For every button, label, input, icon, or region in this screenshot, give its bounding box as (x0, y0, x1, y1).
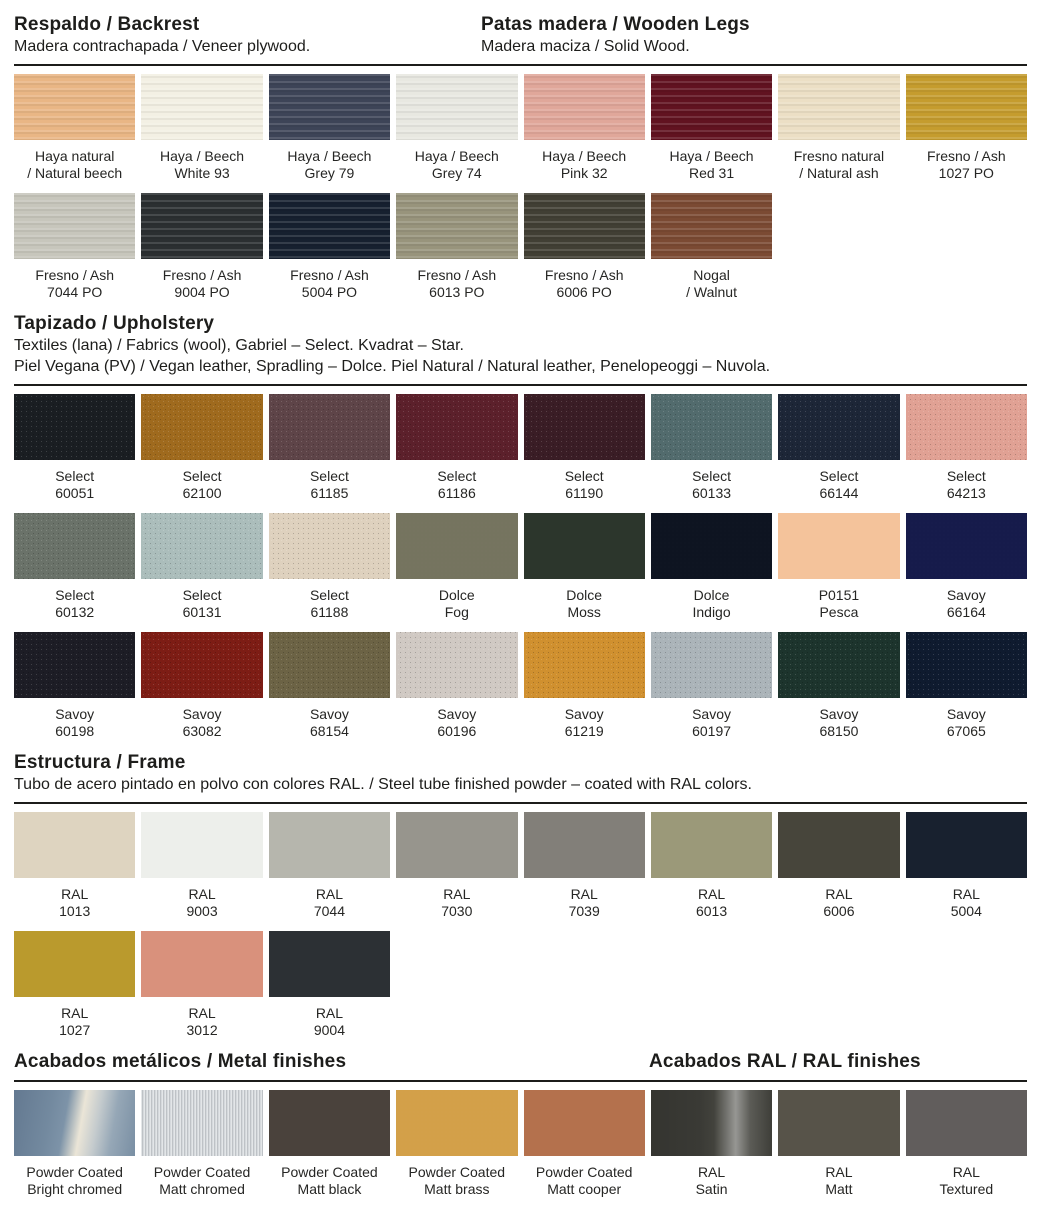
swatch-cell (396, 632, 517, 740)
swatch-label: Dolce Moss (566, 587, 603, 620)
swatch-label: Powder Coated Matt brass (408, 1164, 506, 1197)
swatch-label: RAL Satin (695, 1164, 728, 1197)
material-swatch (778, 632, 899, 698)
swatch-cell (906, 1090, 1027, 1198)
swatch-label: Fresno / Ash 7044 PO (35, 267, 114, 300)
swatch-label: Dolce Fog (438, 587, 475, 620)
swatch-label: Select 61186 (437, 468, 477, 501)
material-swatch (524, 394, 645, 460)
material-swatch (651, 394, 772, 460)
material-swatch (141, 931, 262, 997)
swatch-cell (906, 812, 1027, 920)
swatch-label: Savoy 67065 (946, 706, 986, 739)
swatch-label: Select 61188 (309, 587, 349, 620)
swatch-cell (651, 394, 772, 502)
swatch-label: Fresno natural / Natural ash (793, 148, 885, 181)
swatch-cell (269, 193, 390, 301)
swatch-label: Savoy 60198 (55, 706, 95, 739)
swatch-cell (906, 394, 1027, 502)
swatch-label: Savoy 60196 (437, 706, 477, 739)
material-swatch (14, 394, 135, 460)
material-swatch (906, 1090, 1027, 1156)
material-swatch (778, 394, 899, 460)
swatch-cell (141, 394, 262, 502)
swatch-cell (269, 513, 390, 621)
material-swatch (269, 193, 390, 259)
material-swatch (651, 812, 772, 878)
swatch-label: Haya / Beech White 93 (160, 148, 245, 181)
swatch-label: RAL 5004 (950, 886, 982, 919)
material-swatch (778, 1090, 899, 1156)
divider (14, 64, 1027, 66)
material-swatch (269, 74, 390, 140)
swatch-cell (524, 394, 645, 502)
swatch-label: RAL 1013 (59, 886, 91, 919)
swatch-label: Select 66144 (819, 468, 859, 501)
material-swatch (141, 74, 262, 140)
swatch-cell (141, 193, 262, 301)
swatch-label: Powder Coated Matt black (281, 1164, 378, 1197)
material-swatch (396, 632, 517, 698)
swatch-label: Haya / Beech Grey 79 (287, 148, 372, 181)
section-subtitle: Tubo de acero pintado en polvo con colores RAL. / Steel tube finished powder – coated with RAL colors. (14, 776, 752, 793)
swatch-label: Fresno / Ash 5004 PO (290, 267, 369, 300)
swatch-cell (269, 812, 390, 920)
swatch-label: P0151 Pesca (818, 587, 860, 620)
material-swatch (396, 1090, 517, 1156)
section-subtitle: Textiles (lana) / Fabrics (wool), Gabriel – Select. Kvadrat – Star. (14, 337, 464, 354)
section-subtitle: Madera contrachapada / Veneer plywood. (14, 38, 311, 55)
swatch-label: Select 61185 (309, 468, 349, 501)
material-swatch (269, 812, 390, 878)
material-swatch (524, 74, 645, 140)
swatch-cell (396, 513, 517, 621)
swatch-label: Fresno / Ash 9004 PO (162, 267, 242, 300)
section-title: Estructura / Frame (14, 752, 186, 773)
swatch-grid-wood-row2 (14, 193, 1027, 301)
material-swatch (269, 931, 390, 997)
material-swatch (906, 394, 1027, 460)
swatch-cell (524, 812, 645, 920)
material-swatch (141, 394, 262, 460)
swatch-cell (778, 513, 899, 621)
swatch-label: Savoy 63082 (182, 706, 222, 739)
swatch-cell (269, 74, 390, 182)
material-swatch (906, 74, 1027, 140)
material-swatch (14, 931, 135, 997)
material-swatch (141, 1090, 262, 1156)
swatch-cell (524, 193, 645, 301)
material-swatch (14, 1090, 135, 1156)
swatch-cell (141, 1090, 262, 1198)
material-swatch (14, 513, 135, 579)
swatch-cell (396, 74, 517, 182)
swatch-cell (651, 513, 772, 621)
swatch-label: Savoy 60197 (692, 706, 732, 739)
swatch-label: Powder Coated Bright chromed (26, 1164, 123, 1197)
swatch-cell (778, 394, 899, 502)
swatch-label: Powder Coated Matt chromed (153, 1164, 251, 1197)
section-header-upholstery (14, 312, 1027, 377)
swatch-cell (906, 632, 1027, 740)
swatch-cell (141, 74, 262, 182)
swatch-cell (651, 74, 772, 182)
swatch-label: Savoy 61219 (564, 706, 604, 739)
swatch-cell (14, 513, 135, 621)
swatch-cell (14, 812, 135, 920)
material-swatch (269, 632, 390, 698)
section-header-frame (14, 751, 1027, 795)
swatch-cell (14, 74, 135, 182)
material-swatch (651, 1090, 772, 1156)
swatch-label: Savoy 68154 (309, 706, 349, 739)
material-swatch (141, 193, 262, 259)
swatch-label: RAL 1027 (59, 1005, 91, 1038)
swatch-cell (396, 1090, 517, 1198)
material-swatch (269, 1090, 390, 1156)
swatch-label: Fresno / Ash 6013 PO (417, 267, 497, 300)
material-swatch (396, 513, 517, 579)
material-swatch (396, 193, 517, 259)
swatch-label: Fresno / Ash 6006 PO (544, 267, 624, 300)
swatch-cell (778, 74, 899, 182)
material-swatch (651, 632, 772, 698)
swatch-label: RAL 9003 (186, 886, 218, 919)
swatch-label: Select 60133 (692, 468, 732, 501)
material-swatch (778, 513, 899, 579)
swatch-cell (524, 513, 645, 621)
section-subtitle: Madera maciza / Solid Wood. (481, 38, 690, 55)
header-ral-finishes (649, 1050, 921, 1073)
swatch-cell (651, 193, 772, 301)
swatch-cell (269, 1090, 390, 1198)
section-header-wood (14, 13, 1027, 57)
swatch-label: Select 64213 (946, 468, 986, 501)
swatch-label: Select 60051 (55, 468, 95, 501)
swatch-cell (269, 632, 390, 740)
swatch-grid-upholstery-row2 (14, 513, 1027, 621)
swatch-cell (524, 1090, 645, 1198)
material-swatch (778, 812, 899, 878)
swatch-label: RAL 7044 (313, 886, 346, 919)
section-subtitle: Piel Vegana (PV) / Vegan leather, Spradling – Dolce. Piel Natural / Natural leather, Penelopeoggi – Nuvola. (14, 358, 771, 375)
swatch-label: RAL 6013 (695, 886, 728, 919)
material-swatch (141, 513, 262, 579)
swatch-cell (778, 812, 899, 920)
swatch-label: Dolce Indigo (692, 587, 731, 620)
material-swatch (906, 812, 1027, 878)
swatch-cell (651, 1090, 772, 1198)
swatch-label: RAL 7030 (441, 886, 473, 919)
swatch-cell (14, 1090, 135, 1198)
swatch-cell (141, 632, 262, 740)
material-swatch (141, 812, 262, 878)
material-swatch (269, 394, 390, 460)
header-wooden-legs (481, 13, 750, 57)
swatch-grid-ral-row1 (14, 812, 1027, 920)
swatch-cell (14, 632, 135, 740)
swatch-label: Powder Coated Matt cooper (535, 1164, 633, 1197)
swatch-grid-wood-row1 (14, 74, 1027, 182)
swatch-cell (141, 513, 262, 621)
swatch-cell (269, 394, 390, 502)
swatch-cell (778, 1090, 899, 1198)
material-swatch (524, 513, 645, 579)
material-swatch (396, 394, 517, 460)
material-swatch (14, 74, 135, 140)
swatch-label: Haya / Beech Pink 32 (542, 148, 627, 181)
section-title: Acabados RAL / RAL finishes (649, 1051, 921, 1072)
swatch-cell (524, 632, 645, 740)
swatch-label: RAL 3012 (186, 1005, 218, 1038)
material-swatch (269, 513, 390, 579)
section-title: Tapizado / Upholstery (14, 313, 215, 334)
swatch-cell (396, 812, 517, 920)
swatch-cell (651, 812, 772, 920)
material-swatch (141, 632, 262, 698)
material-swatch (524, 1090, 645, 1156)
swatch-cell (906, 74, 1027, 182)
section-header-finishes (14, 1050, 1027, 1073)
swatch-label: RAL 7039 (568, 886, 600, 919)
swatch-label: Nogal / Walnut (686, 267, 737, 300)
swatch-label: Select 60131 (182, 587, 222, 620)
material-swatch (396, 74, 517, 140)
swatch-label: RAL Matt (825, 1164, 853, 1197)
swatch-cell (396, 394, 517, 502)
material-swatch (906, 513, 1027, 579)
swatch-grid-upholstery-row1 (14, 394, 1027, 502)
divider (14, 1080, 1027, 1082)
swatch-label: RAL 6006 (823, 886, 855, 919)
material-swatch (396, 812, 517, 878)
material-swatch (778, 74, 899, 140)
section-title: Patas madera / Wooden Legs (481, 14, 750, 35)
swatch-cell (14, 931, 135, 1039)
swatch-cell (269, 931, 390, 1039)
swatch-label: Haya natural / Natural beech (27, 148, 123, 181)
swatch-cell (524, 74, 645, 182)
swatch-label: Haya / Beech Red 31 (669, 148, 754, 181)
swatch-label: Fresno / Ash 1027 PO (927, 148, 1006, 181)
swatch-grid-finishes-row (14, 1090, 1027, 1198)
swatch-cell (906, 513, 1027, 621)
material-swatch (651, 193, 772, 259)
swatch-label: Select 60132 (55, 587, 95, 620)
swatch-grid-upholstery-row3 (14, 632, 1027, 740)
material-swatch (14, 193, 135, 259)
swatch-cell (14, 193, 135, 301)
swatch-label: RAL 9004 (313, 1005, 346, 1038)
swatch-cell (141, 931, 262, 1039)
material-swatch (524, 193, 645, 259)
swatch-label: Savoy 66164 (946, 587, 986, 620)
material-swatch (14, 632, 135, 698)
material-swatch (651, 74, 772, 140)
swatch-label: Haya / Beech Grey 74 (414, 148, 499, 181)
divider (14, 802, 1027, 804)
swatch-grid-ral-row2 (14, 931, 1027, 1039)
section-title: Acabados metálicos / Metal finishes (14, 1051, 347, 1072)
swatch-label: Select 62100 (182, 468, 222, 501)
divider (14, 384, 1027, 386)
section-title: Respaldo / Backrest (14, 14, 200, 35)
material-swatch (14, 812, 135, 878)
swatch-cell (14, 394, 135, 502)
material-swatch (651, 513, 772, 579)
swatch-label: Select 61190 (564, 468, 604, 501)
swatch-cell (778, 632, 899, 740)
swatch-cell (141, 812, 262, 920)
swatch-label: RAL Textured (939, 1164, 994, 1197)
material-swatch (906, 632, 1027, 698)
swatch-cell (651, 632, 772, 740)
swatch-label: Savoy 68150 (819, 706, 859, 739)
material-swatch (524, 632, 645, 698)
swatch-cell (396, 193, 517, 301)
material-swatch (524, 812, 645, 878)
